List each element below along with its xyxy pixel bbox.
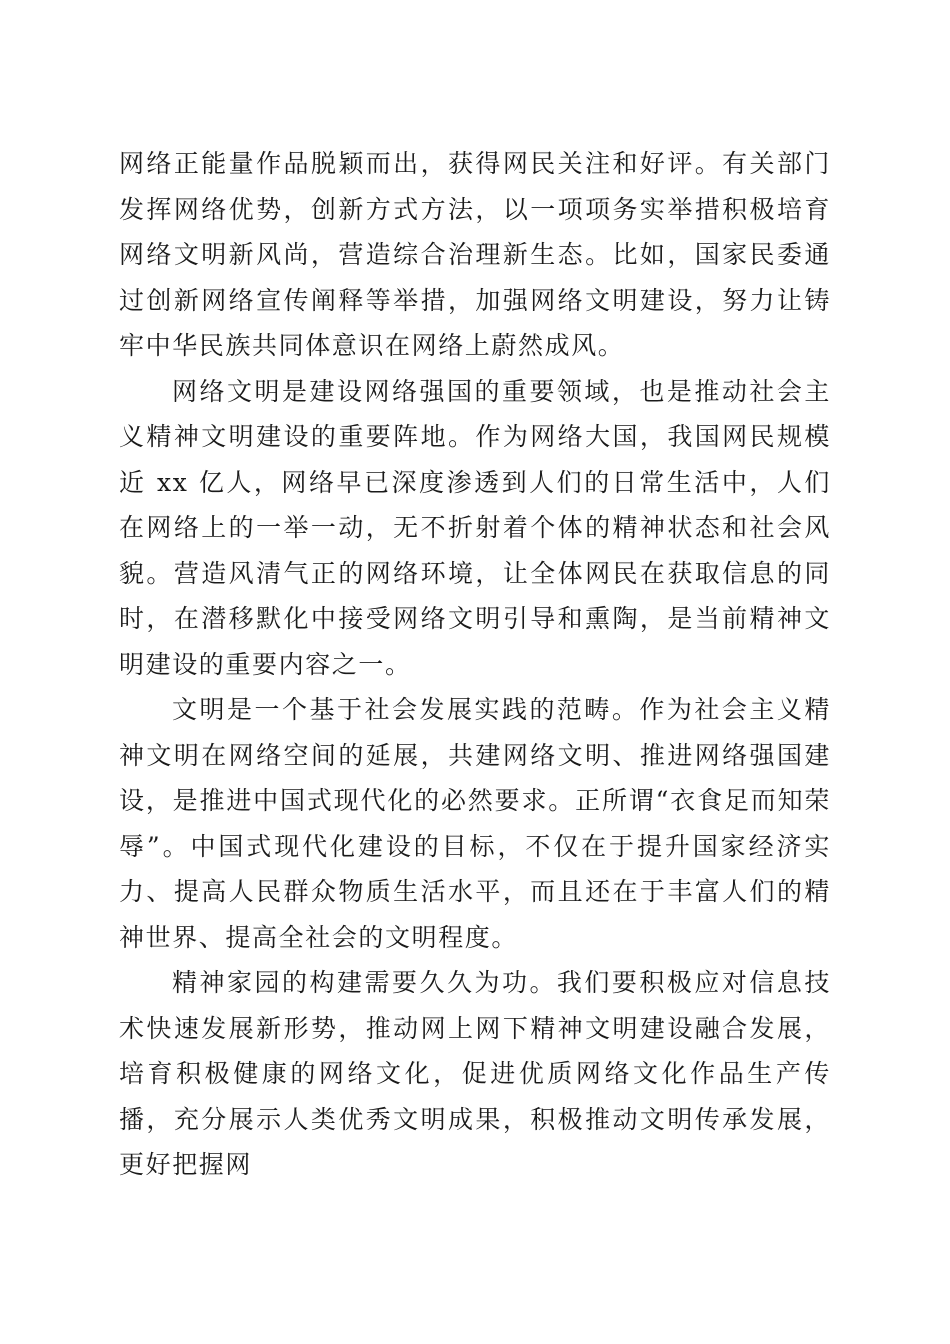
body-text xyxy=(119,141,831,1188)
paragraph-network-civilization: 网络文明是建设网络强国的重要领域，也是推动社会主义精神文明建设的重要阵地。作为网络大国，我国网民规模近 xx 亿人，网络早已深度渗透到人们的日常生活中，人们在网络上的一举一动，无不折射着个体的精神状态和社会风貌。营造风清气正的网络环境，让全体网民在获取信息的同时，在潜移默化中接受网络文明引导和熏陶，是当前精神文明建设的重要内容之一。 xyxy=(119,376,831,679)
paragraph-civilization-practice: 文明是一个基于社会发展实践的范畴。作为社会主义精神文明在网络空间的延展，共建网络文明、推进网络强国建设，是推进中国式现代化的必然要求。正所谓“衣食足而知荣辱”。中国式现代化建设的目标，不仅在于提升国家经济实力、提高人民群众物质生活水平，而且还在于丰富人们的精神世界、提高全社会的文明程度。 xyxy=(119,695,831,952)
paragraph-spiritual-home: 精神家园的构建需要久久为功。我们要积极应对信息技术快速发展新形势，推动网上网下精神文明建设融合发展，培育积极健康的网络文化，促进优质网络文化作品生产传播，充分展示人类优秀文明成果，积极推动文明传承发展，更好把握网 xyxy=(119,968,831,1179)
paragraph-continued: 网络正能量作品脱颖而出，获得网民关注和好评。有关部门发挥网络优势，创新方式方法，以一项项务实举措积极培育网络文明新风尚，营造综合治理新生态。比如，国家民委通过创新网络宣传阐释等举措，加强网络文明建设，努力让铸牢中华民族共同体意识在网络上蔚然成风。 xyxy=(119,149,831,360)
